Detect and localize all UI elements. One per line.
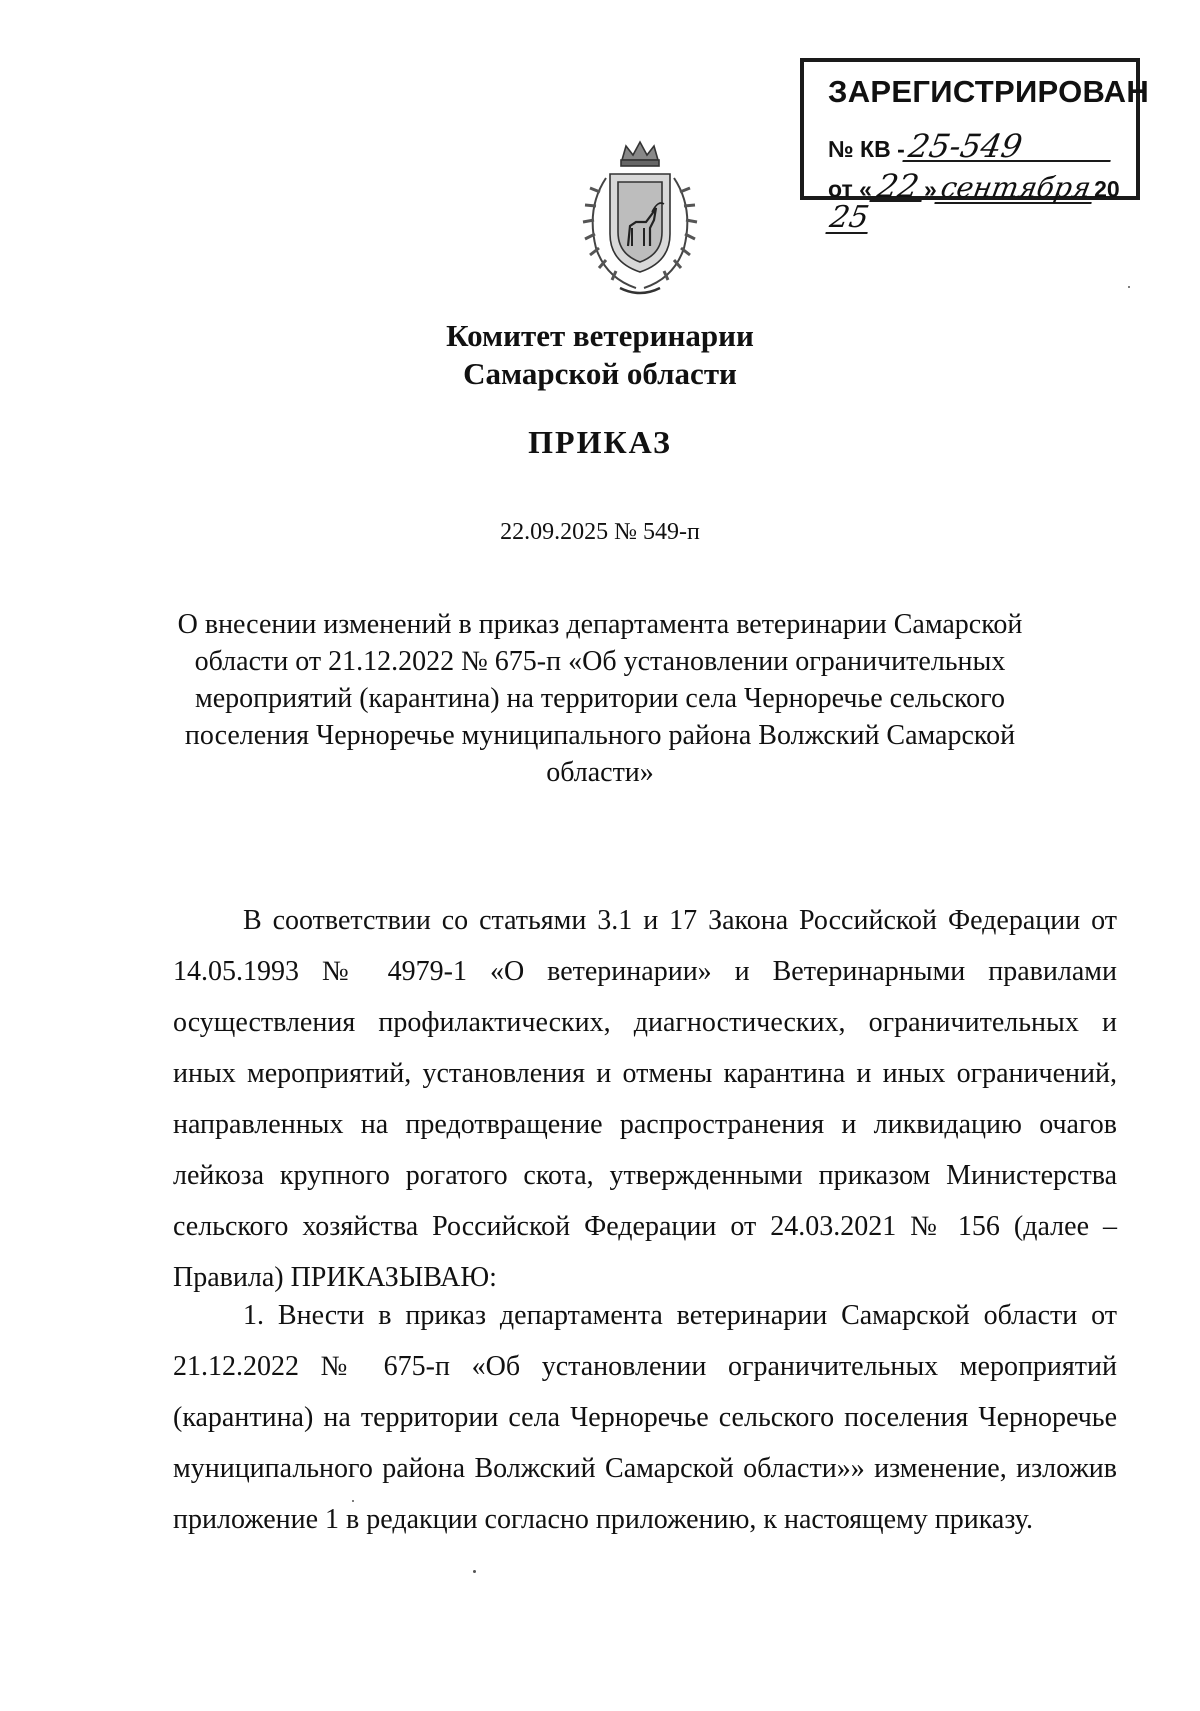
scan-speck (473, 1570, 476, 1573)
body-paragraph-1: В соответствии со статьями 3.1 и 17 Закона Российской Федерации от 14.05.1993 № 4979-1 «О ветеринарии» и Ветеринарными правилами осуществления профилактических, диагностических, ограничительных и иных мероприятий, установления и отмены карантина и иных ограничений, направленных на предотвращение распространения и ликвидацию очагов лейкоза крупного рогатого скота, утвержденными приказом Министерства сельского хозяйства Российской Федерации от 24.03.2021 № 156 (далее – Правила) ПРИКАЗЫВАЮ: (173, 905, 1117, 1293)
coat-of-arms-icon (566, 138, 714, 300)
stamp-date-month: сентября (934, 174, 1097, 204)
stamp-date-year-suffix: 25 (827, 200, 872, 235)
stamp-number-value: 25-549 (902, 132, 1115, 162)
stamp-number-label: № КВ - (828, 136, 905, 162)
registration-stamp (800, 58, 1150, 235)
stamp-date-line (827, 167, 1136, 235)
stamp-title: ЗАРЕГИСТРИРОВАН (828, 74, 1150, 109)
stamp-date-prefix: от « (828, 176, 872, 202)
scan-speck (352, 1500, 354, 1502)
organization-line-2: Самарской области (463, 356, 737, 391)
stamp-date-mid: » (923, 176, 937, 202)
organization-line-1: Комитет ветеринарии (446, 318, 754, 353)
stamp-date-year-prefix: 20 (1094, 176, 1120, 202)
order-subject: О внесении изменений в приказ департамента ветеринарии Самарской области от 21.12.2022 № 675-п «Об установлении ограничительных мероприятий (карантина) на территории села Черноречье сельского поселения Черноречье муниципального района Волжский Самарской области» (177, 609, 1023, 788)
scan-speck (1128, 286, 1130, 288)
stamp-date-day: 22 (869, 172, 926, 202)
order-date-number: 22.09.2025 № 549-п (500, 519, 700, 545)
document-type-title: ПРИКАЗ (528, 424, 672, 460)
stamp-number-line (828, 127, 1113, 165)
body-paragraph-2: 1. Внести в приказ департамента ветеринарии Самарской области от 21.12.2022 № 675-п «Об установлении ограничительных мероприятий (карантина) на территории села Черноречье сельского поселения Черноречье муниципального района Волжский Самарской области»» изменение, изложив приложение 1 в редакции согласно приложению, к настоящему приказу. (173, 1300, 1117, 1535)
